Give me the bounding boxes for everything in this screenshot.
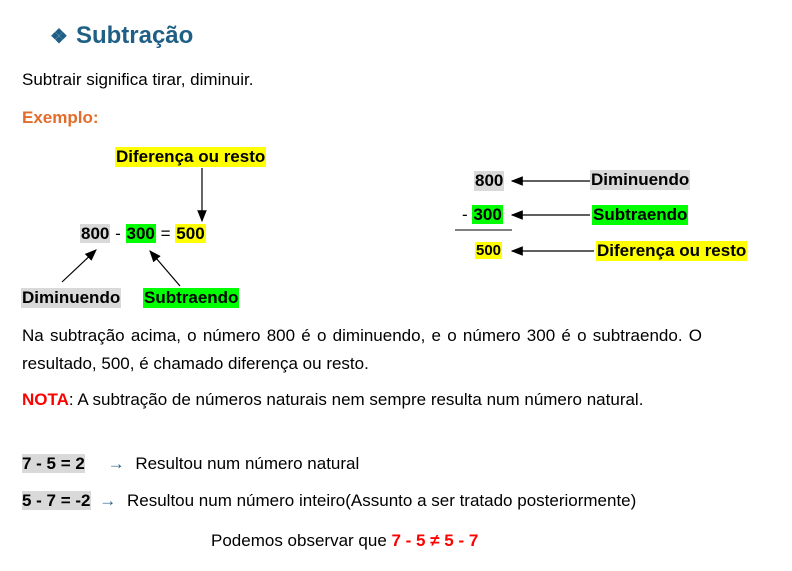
left-subtrahend: 300 [126, 224, 155, 243]
intro-text: Subtrair significa tirar, diminuir. [22, 70, 254, 89]
right-minuend: 800 [475, 171, 504, 190]
arrow-to-minuend [62, 250, 96, 282]
left-minuend-label: Diminuendo [22, 288, 121, 307]
right-arrow-icon: → [99, 491, 117, 510]
right-minuend-label: Diminuendo [591, 170, 690, 189]
example-1-expr: 7 - 5 = 2 [22, 454, 85, 473]
left-equation [80, 224, 206, 244]
left-subtrahend-label: Subtraendo [144, 288, 239, 307]
left-result: 500 [176, 224, 205, 243]
example-heading: Exemplo: [22, 108, 99, 127]
right-subtrahend-label: Subtraendo [593, 205, 688, 224]
example-row-1 [22, 454, 359, 474]
example-row-2 [22, 491, 636, 511]
arrow-to-subtrahend [150, 251, 180, 286]
conclusion-expr: 7 - 5 ≠ 5 - 7 [391, 531, 479, 550]
note-paragraph [22, 386, 702, 414]
diamond-bullet-icon: ❖ [50, 26, 68, 48]
right-subtrahend: 300 [473, 205, 502, 224]
left-result-label: Diferença ou resto [116, 147, 266, 166]
example-1-text: Resultou num número natural [135, 454, 360, 473]
left-minuend: 800 [81, 224, 110, 243]
left-equals: = [160, 224, 171, 243]
right-subtrahend-row [462, 205, 503, 225]
example-2-text: Resultou num número inteiro(Assunto a ser tratado posteriormente) [126, 491, 637, 510]
conclusion [211, 531, 478, 551]
explanation-paragraph: Na subtração acima, o número 800 é o diminuendo, e o número 300 é o subtraendo. O resultado, 500, é chamado diferença ou resto. [22, 326, 702, 373]
right-minus: - [462, 205, 468, 224]
right-result-label: Diferença ou resto [597, 241, 747, 260]
page-title-text: Subtração [75, 22, 194, 49]
right-result: 500 [476, 242, 502, 259]
note-label: NOTA [22, 390, 69, 409]
conclusion-text: Podemos observar que [211, 531, 392, 550]
example-2-expr: 5 - 7 = -2 [22, 491, 91, 510]
right-arrow-icon: → [107, 454, 125, 473]
note-text: : A subtração de números naturais nem sempre resulta num número natural. [68, 390, 644, 409]
left-minus: - [115, 224, 121, 243]
